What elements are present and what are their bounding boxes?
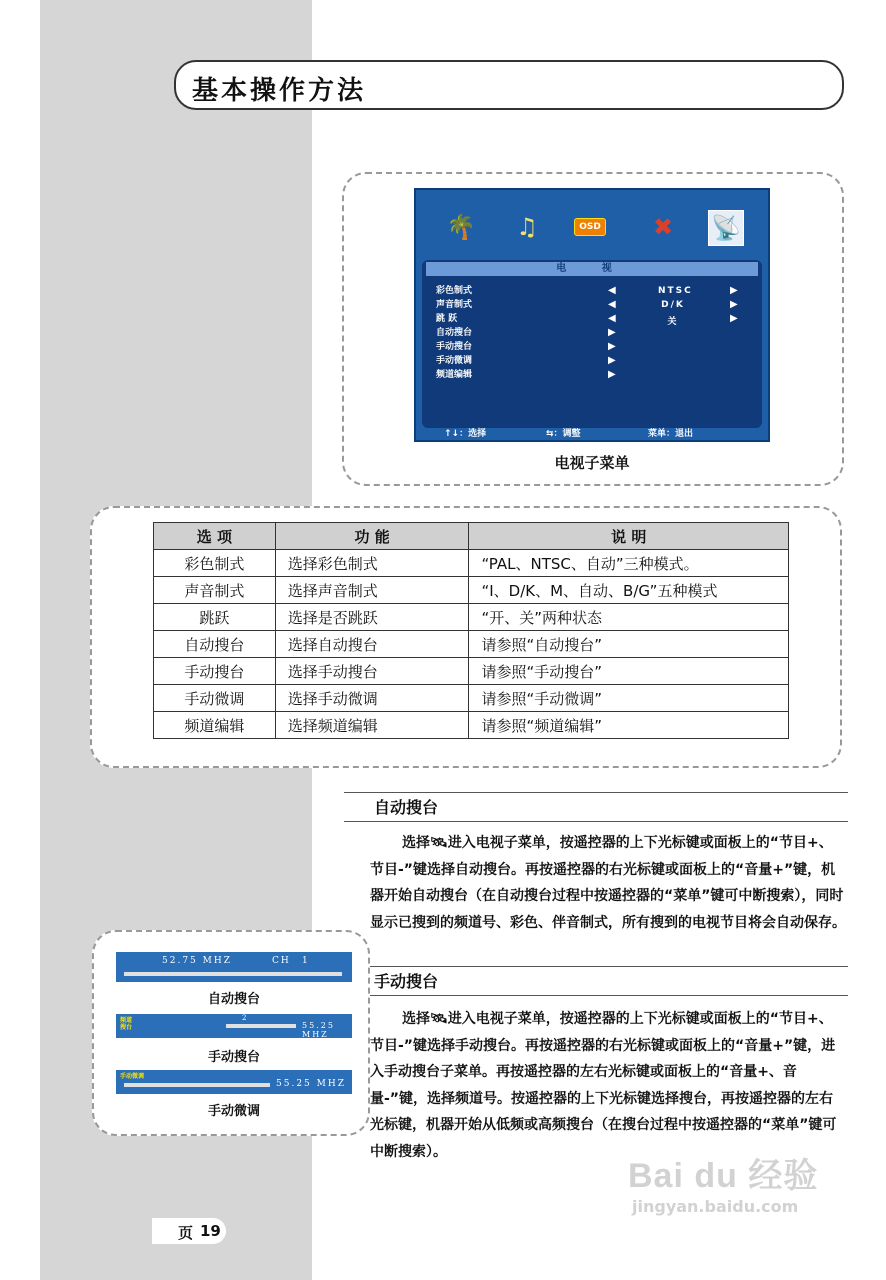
manual-bar-caption: 手动搜台 — [207, 1050, 260, 1065]
menu-row-skip[interactable]: 跳 跃 — [436, 314, 458, 324]
fine-bar-caption: 手动微调 — [207, 1104, 260, 1119]
auto-freq: 52.75 MHZ — [162, 956, 232, 966]
footer-select: ↑↓：选择 — [444, 429, 487, 439]
menu-icon-row — [416, 190, 768, 256]
palm-tree-icon: 🌴 — [446, 213, 476, 241]
table-row: 声音制式 选择声音制式 “I、D/K、M、自动、B/G”五种模式 — [154, 577, 789, 604]
right-arrow-icon[interactable]: ▶ — [730, 299, 738, 310]
fine-progress-track — [124, 1083, 270, 1087]
tv-menu-caption: 电视子菜单 — [554, 454, 630, 472]
menu-footer — [424, 426, 760, 440]
header-option: 选 项 — [154, 523, 276, 550]
right-arrow-icon[interactable]: ▶ — [608, 341, 616, 352]
music-icon: ♫ — [516, 213, 538, 241]
sound-system-value: D/K — [661, 300, 685, 310]
footer-adjust: ⇆：调整 — [546, 429, 581, 439]
fine-tune-bar — [116, 1070, 352, 1094]
watermark — [628, 1148, 818, 1216]
menu-row-sound-system[interactable]: 声音制式 — [436, 300, 473, 310]
osd-icon: OSD — [574, 218, 606, 236]
settings-table — [153, 522, 789, 739]
panel-title: 电 视 — [426, 262, 758, 276]
right-arrow-icon[interactable]: ▶ — [608, 369, 616, 380]
right-arrow-icon[interactable]: ▶ — [730, 313, 738, 324]
left-arrow-icon[interactable]: ◀ — [608, 313, 616, 324]
right-arrow-icon[interactable]: ▶ — [608, 355, 616, 366]
table-row: 手动搜台 选择手动搜台 请参照“手动搜台” — [154, 658, 789, 685]
manual-scan-bar — [116, 1014, 352, 1038]
table-header-row — [154, 523, 789, 550]
menu-row-auto-scan[interactable]: 自动搜台 — [436, 328, 473, 338]
page-number-pill — [152, 1218, 226, 1244]
manual-scan-text: 选择🛰进入电视子菜单，按遥控器的上下光标键或面板上的“节目+、节目-”键选择手动搜台。再按遥控器的右光标键或面板上的“音量+”键，进入手动搜台子菜单。再按遥控器的左右光标键或面板上的“音量+、音量-”键，选择频道号。按遥控器的上下光标键选择搜台，再按遥控器的左右光标键，机器开始从低频或高频搜台（在搜台过程中按遥控器的“菜单”键可中断搜索）。 — [370, 1011, 837, 1160]
left-arrow-icon[interactable]: ◀ — [608, 285, 616, 296]
title-box — [174, 60, 844, 110]
menu-row-manual-scan[interactable]: 手动搜台 — [436, 342, 473, 352]
auto-ch-num: 1 — [302, 956, 310, 966]
color-system-value: NTSC — [658, 286, 693, 296]
manual-progress-track — [226, 1024, 296, 1028]
table-row: 彩色制式 选择彩色制式 “PAL、NTSC、自动”三种模式。 — [154, 550, 789, 577]
header-description: 说 明 — [469, 523, 789, 550]
table-row: 频道编辑 选择频道编辑 请参照“频道编辑” — [154, 712, 789, 739]
manual-small-1: 频道 — [120, 1017, 133, 1024]
page-label: 页 — [178, 1224, 194, 1242]
menu-row-color-system[interactable]: 彩色制式 — [436, 286, 473, 296]
header-function: 功 能 — [275, 523, 469, 550]
footer-exit: 菜单：退出 — [648, 429, 694, 439]
page-title: 基本操作方法 — [192, 76, 367, 106]
manual-small-2: 搜台 — [120, 1024, 133, 1031]
right-arrow-icon[interactable]: ▶ — [608, 327, 616, 338]
watermark-brand: Bai du 经验 — [628, 1157, 819, 1195]
watermark-url: jingyan.baidu.com — [632, 1197, 799, 1216]
auto-scan-text: 选择🛰进入电视子菜单，按遥控器的上下光标键或面板上的“节目+、节目-”键选择自动搜台。再按遥控器的右光标键或面板上的“音量+”键，机器开始自动搜台（在自动搜台过程中按遥控器的“菜单”键可中断搜索），同时显示已搜到的频道号、彩色、伴音制式，所有搜到的电视节目将会自动保存。 — [370, 835, 846, 931]
auto-ch-label: CH — [272, 956, 291, 966]
manual-num: 2 — [242, 1014, 249, 1022]
auto-scan-bar — [116, 952, 352, 982]
manual-scan-heading: 手动搜台 — [344, 966, 848, 996]
tv-menu-screenshot — [414, 188, 770, 442]
right-arrow-icon[interactable]: ▶ — [730, 285, 738, 296]
tv-panel — [422, 260, 762, 428]
menu-row-channel-edit[interactable]: 频道编辑 — [436, 370, 473, 380]
fine-freq: 55.25 MHZ — [276, 1079, 346, 1089]
tv-satellite-icon: 📡 — [708, 210, 744, 246]
skip-value: 关 — [667, 317, 679, 327]
auto-scan-heading: 自动搜台 — [344, 792, 848, 822]
auto-bar-caption: 自动搜台 — [207, 992, 260, 1007]
table-row: 自动搜台 选择自动搜台 请参照“自动搜台” — [154, 631, 789, 658]
table-row: 手动微调 选择手动微调 请参照“手动微调” — [154, 685, 789, 712]
manual-freq: 55.25 MHZ — [302, 1021, 335, 1039]
auto-progress-track — [124, 972, 342, 976]
left-arrow-icon[interactable]: ◀ — [608, 299, 616, 310]
fine-small: 手动微调 — [120, 1073, 145, 1080]
page-number: 19 — [200, 1222, 221, 1240]
tools-icon: ✖ — [652, 213, 674, 241]
menu-row-fine-tune[interactable]: 手动微调 — [436, 356, 473, 366]
table-row: 跳跃 选择是否跳跃 “开、关”两种状态 — [154, 604, 789, 631]
